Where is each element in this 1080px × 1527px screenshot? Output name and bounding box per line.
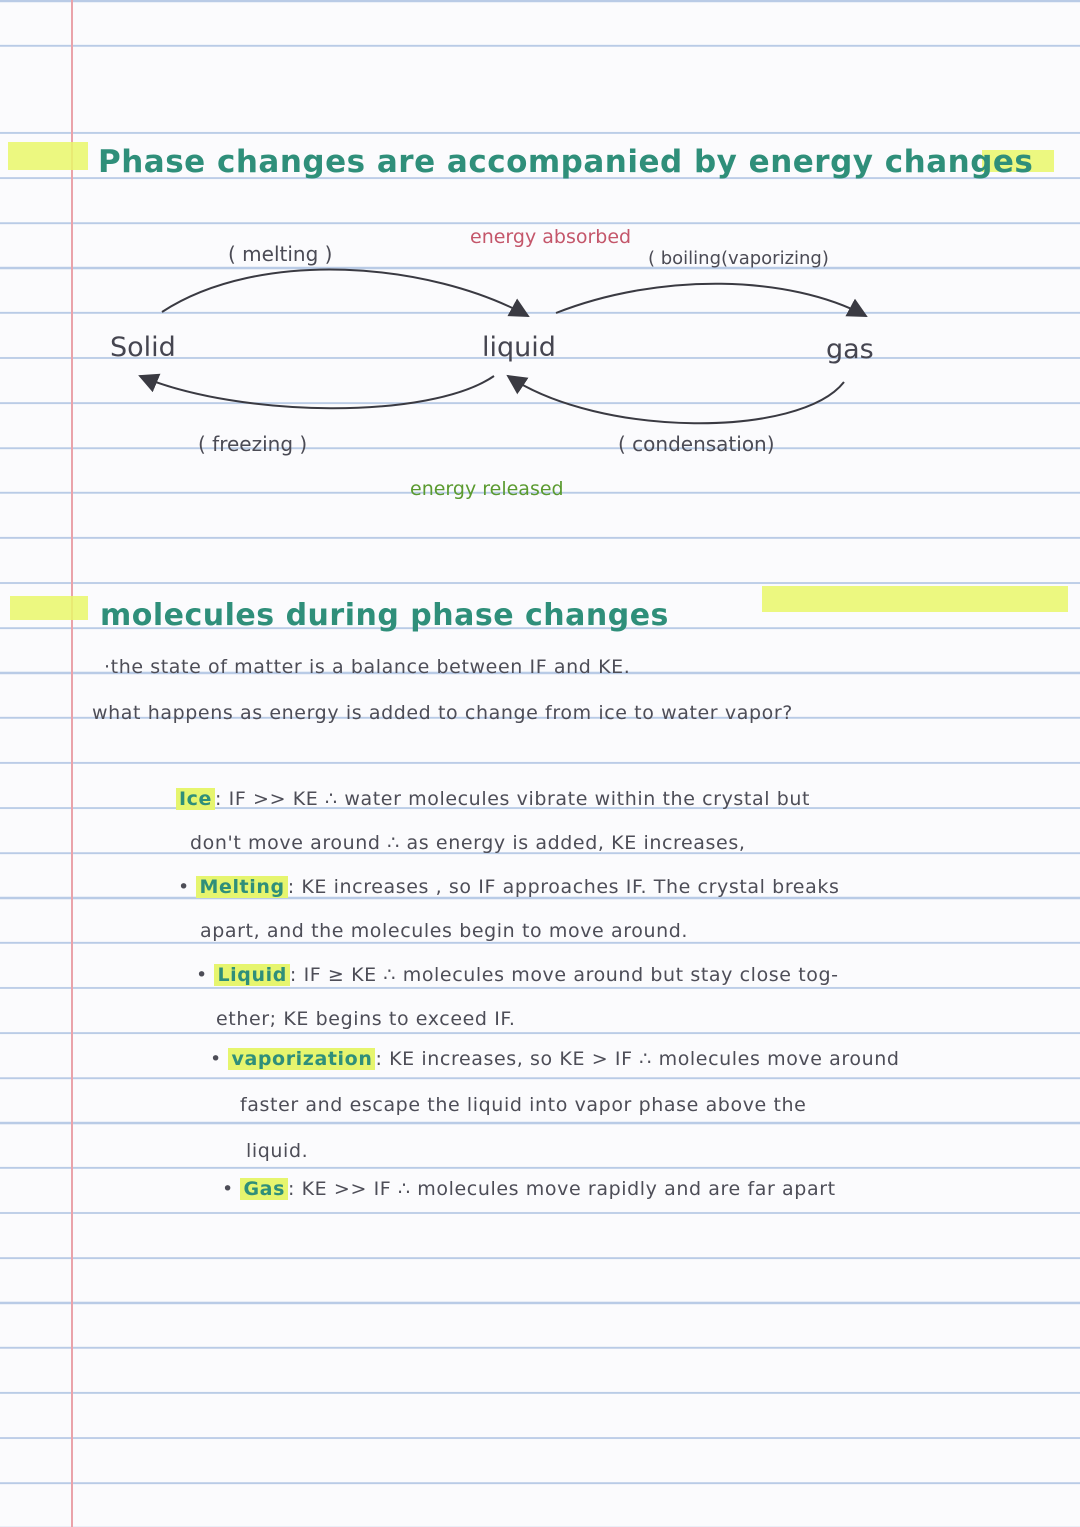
item-liquid: • Liquid : IF ≥ KE ∴ molecules move around but stay close tog- <box>196 964 839 986</box>
item-ice-cont: don't move around ∴ as energy is added, KE increases, <box>190 832 746 854</box>
term-liquid: Liquid <box>214 964 289 986</box>
state-gas: gas <box>826 334 874 365</box>
freezing-label: ( freezing ) <box>198 432 308 456</box>
boiling-label: ( boiling(vaporizing) <box>648 248 829 269</box>
term-ice: Ice <box>176 788 215 810</box>
item-vaporization-cont-1: faster and escape the liquid into vapor phase above the <box>240 1094 807 1116</box>
condensation-label: ( condensation) <box>618 432 775 456</box>
section2-title: molecules during phase changes <box>100 598 669 633</box>
arrow-gas-to-liquid <box>508 376 844 423</box>
section1-title: Phase changes are accompanied by energy changes <box>98 144 1034 180</box>
item-ice: Ice : IF >> KE ∴ water molecules vibrate within the crystal but <box>176 788 810 810</box>
item-vaporization: • vaporization : KE increases, so KE > IF ∴ molecules move around <box>210 1048 900 1070</box>
item-gas: • Gas : KE >> IF ∴ molecules move rapidly and are far apart <box>222 1178 836 1200</box>
arrow-liquid-to-solid <box>140 376 494 408</box>
term-vaporization: vaporization <box>228 1048 375 1070</box>
item-melting-cont: apart, and the molecules begin to move around. <box>200 920 689 942</box>
melting-label: ( melting ) <box>228 242 333 266</box>
arrow-liquid-to-gas <box>556 284 866 316</box>
state-liquid: liquid <box>482 332 556 363</box>
energy-released-label: energy released <box>410 478 564 500</box>
section2-highlight-right <box>762 586 1068 612</box>
intro-line-1: ·the state of matter is a balance between IF and KE. <box>104 656 631 678</box>
state-solid: Solid <box>110 332 176 363</box>
energy-absorbed-label: energy absorbed <box>470 226 632 248</box>
intro-line-2: what happens as energy is added to change from ice to water vapor? <box>92 702 793 724</box>
item-melting: • Melting : KE increases , so IF approaches IF. The crystal breaks <box>178 876 840 898</box>
term-gas: Gas <box>240 1178 288 1200</box>
arrow-solid-to-liquid <box>162 269 528 316</box>
phase-change-diagram <box>0 0 1080 520</box>
item-vaporization-cont-2: liquid. <box>246 1140 309 1162</box>
section2-highlight-left <box>10 596 88 620</box>
term-melting: Melting <box>196 876 287 898</box>
item-liquid-cont: ether; KE begins to exceed IF. <box>216 1008 516 1030</box>
